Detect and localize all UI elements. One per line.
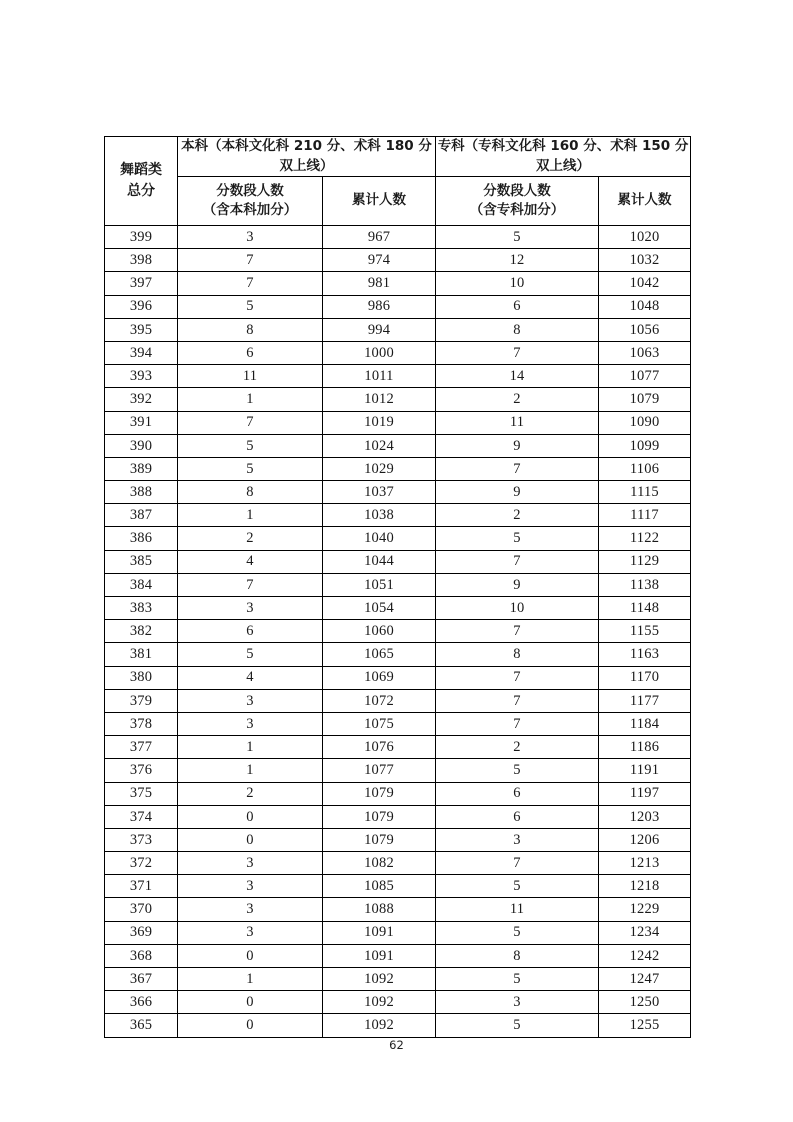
page-number: 62 xyxy=(389,1038,404,1052)
table-row xyxy=(105,921,691,944)
cell-zhuanke-segment: 10 xyxy=(436,597,599,620)
cell-zhuanke-cumulative: 1129 xyxy=(599,550,691,573)
cell-benke-segment: 1 xyxy=(178,504,323,527)
cell-score: 384 xyxy=(105,573,178,596)
table-row xyxy=(105,944,691,967)
cell-benke-segment: 0 xyxy=(178,828,323,851)
cell-score: 380 xyxy=(105,666,178,689)
header-score-line1: 舞蹈类 xyxy=(120,162,162,178)
cell-zhuanke-cumulative: 1099 xyxy=(599,434,691,457)
cell-benke-segment: 8 xyxy=(178,318,323,341)
table-row xyxy=(105,318,691,341)
cell-zhuanke-cumulative: 1218 xyxy=(599,875,691,898)
header-benke-cumulative: 累计人数 xyxy=(323,177,436,226)
cell-benke-segment: 4 xyxy=(178,550,323,573)
header-zhuanke-segment-line1: 分数段人数 xyxy=(483,182,551,199)
cell-zhuanke-cumulative: 1042 xyxy=(599,272,691,295)
cell-benke-segment: 5 xyxy=(178,643,323,666)
cell-zhuanke-cumulative: 1063 xyxy=(599,341,691,364)
cell-benke-segment: 5 xyxy=(178,295,323,318)
cell-score: 399 xyxy=(105,226,178,249)
cell-zhuanke-cumulative: 1186 xyxy=(599,736,691,759)
cell-zhuanke-segment: 8 xyxy=(436,318,599,341)
cell-zhuanke-cumulative: 1115 xyxy=(599,481,691,504)
table-row xyxy=(105,504,691,527)
cell-zhuanke-cumulative: 1255 xyxy=(599,1014,691,1037)
cell-zhuanke-cumulative: 1077 xyxy=(599,365,691,388)
cell-benke-segment: 2 xyxy=(178,782,323,805)
table-row xyxy=(105,968,691,991)
cell-score: 389 xyxy=(105,457,178,480)
cell-benke-segment: 0 xyxy=(178,1014,323,1037)
cell-benke-cumulative: 1000 xyxy=(323,341,436,364)
cell-score: 397 xyxy=(105,272,178,295)
cell-benke-cumulative: 1040 xyxy=(323,527,436,550)
cell-zhuanke-segment: 7 xyxy=(436,852,599,875)
cell-zhuanke-segment: 5 xyxy=(436,875,599,898)
header-benke-segment-line1: 分数段人数 xyxy=(216,182,284,199)
cell-benke-cumulative: 994 xyxy=(323,318,436,341)
cell-score: 394 xyxy=(105,341,178,364)
cell-benke-cumulative: 1019 xyxy=(323,411,436,434)
cell-zhuanke-segment: 9 xyxy=(436,573,599,596)
cell-benke-segment: 7 xyxy=(178,411,323,434)
cell-score: 376 xyxy=(105,759,178,782)
cell-benke-cumulative: 1069 xyxy=(323,666,436,689)
cell-zhuanke-cumulative: 1242 xyxy=(599,944,691,967)
cell-zhuanke-cumulative: 1177 xyxy=(599,689,691,712)
cell-benke-segment: 0 xyxy=(178,991,323,1014)
cell-benke-cumulative: 1037 xyxy=(323,481,436,504)
cell-benke-segment: 3 xyxy=(178,875,323,898)
cell-benke-cumulative: 1044 xyxy=(323,550,436,573)
cell-benke-segment: 3 xyxy=(178,597,323,620)
table-row xyxy=(105,597,691,620)
cell-benke-cumulative: 974 xyxy=(323,249,436,272)
cell-zhuanke-segment: 5 xyxy=(436,527,599,550)
cell-zhuanke-segment: 7 xyxy=(436,550,599,573)
table-row xyxy=(105,573,691,596)
cell-zhuanke-segment: 7 xyxy=(436,689,599,712)
table-body xyxy=(105,226,691,1038)
score-distribution-table-container xyxy=(104,136,690,1038)
cell-zhuanke-cumulative: 1048 xyxy=(599,295,691,318)
header-score-line2: 总分 xyxy=(127,183,155,199)
cell-benke-cumulative: 981 xyxy=(323,272,436,295)
cell-zhuanke-cumulative: 1163 xyxy=(599,643,691,666)
cell-zhuanke-segment: 12 xyxy=(436,249,599,272)
header-zhuanke-segment-count xyxy=(436,177,599,226)
cell-score: 373 xyxy=(105,828,178,851)
cell-zhuanke-segment: 6 xyxy=(436,805,599,828)
cell-benke-segment: 1 xyxy=(178,736,323,759)
cell-benke-cumulative: 1091 xyxy=(323,944,436,967)
table-row xyxy=(105,782,691,805)
table-row xyxy=(105,898,691,921)
cell-score: 390 xyxy=(105,434,178,457)
table-row xyxy=(105,828,691,851)
table-row xyxy=(105,712,691,735)
cell-zhuanke-cumulative: 1090 xyxy=(599,411,691,434)
table-row xyxy=(105,388,691,411)
cell-benke-segment: 7 xyxy=(178,249,323,272)
cell-zhuanke-segment: 8 xyxy=(436,944,599,967)
cell-benke-segment: 7 xyxy=(178,272,323,295)
table-row xyxy=(105,249,691,272)
cell-score: 392 xyxy=(105,388,178,411)
header-sub-row xyxy=(105,177,691,226)
cell-score: 385 xyxy=(105,550,178,573)
cell-score: 386 xyxy=(105,527,178,550)
table-row xyxy=(105,272,691,295)
cell-benke-cumulative: 1029 xyxy=(323,457,436,480)
cell-benke-cumulative: 1082 xyxy=(323,852,436,875)
cell-zhuanke-segment: 11 xyxy=(436,411,599,434)
cell-zhuanke-segment: 5 xyxy=(436,759,599,782)
cell-zhuanke-segment: 5 xyxy=(436,1014,599,1037)
cell-zhuanke-cumulative: 1213 xyxy=(599,852,691,875)
header-benke-segment-count xyxy=(178,177,323,226)
cell-zhuanke-segment: 7 xyxy=(436,341,599,364)
cell-zhuanke-segment: 2 xyxy=(436,388,599,411)
cell-zhuanke-segment: 9 xyxy=(436,434,599,457)
cell-benke-segment: 7 xyxy=(178,573,323,596)
cell-zhuanke-segment: 9 xyxy=(436,481,599,504)
cell-zhuanke-cumulative: 1056 xyxy=(599,318,691,341)
cell-zhuanke-cumulative: 1106 xyxy=(599,457,691,480)
cell-benke-cumulative: 1079 xyxy=(323,805,436,828)
cell-score: 383 xyxy=(105,597,178,620)
cell-benke-segment: 3 xyxy=(178,921,323,944)
table-row xyxy=(105,226,691,249)
cell-zhuanke-segment: 3 xyxy=(436,991,599,1014)
table-row xyxy=(105,666,691,689)
cell-score: 395 xyxy=(105,318,178,341)
cell-zhuanke-segment: 5 xyxy=(436,921,599,944)
cell-benke-segment: 5 xyxy=(178,457,323,480)
cell-zhuanke-cumulative: 1117 xyxy=(599,504,691,527)
table-row xyxy=(105,875,691,898)
cell-benke-segment: 1 xyxy=(178,759,323,782)
header-group-benke: 本科（本科文化科 210 分、术科 180 分双上线） xyxy=(178,137,436,177)
table-row xyxy=(105,991,691,1014)
cell-zhuanke-segment: 6 xyxy=(436,295,599,318)
cell-score: 368 xyxy=(105,944,178,967)
cell-zhuanke-cumulative: 1032 xyxy=(599,249,691,272)
cell-benke-cumulative: 1011 xyxy=(323,365,436,388)
cell-zhuanke-segment: 2 xyxy=(436,504,599,527)
cell-benke-segment: 4 xyxy=(178,666,323,689)
table-row xyxy=(105,805,691,828)
cell-benke-cumulative: 1076 xyxy=(323,736,436,759)
table-row xyxy=(105,481,691,504)
cell-benke-cumulative: 1085 xyxy=(323,875,436,898)
cell-zhuanke-cumulative: 1247 xyxy=(599,968,691,991)
cell-zhuanke-cumulative: 1079 xyxy=(599,388,691,411)
cell-score: 388 xyxy=(105,481,178,504)
cell-benke-segment: 5 xyxy=(178,434,323,457)
cell-zhuanke-segment: 3 xyxy=(436,828,599,851)
cell-score: 382 xyxy=(105,620,178,643)
cell-benke-cumulative: 1024 xyxy=(323,434,436,457)
cell-score: 379 xyxy=(105,689,178,712)
cell-zhuanke-segment: 7 xyxy=(436,620,599,643)
cell-benke-cumulative: 1051 xyxy=(323,573,436,596)
cell-benke-cumulative: 1075 xyxy=(323,712,436,735)
table-row xyxy=(105,736,691,759)
header-benke-segment-line2: （含本科加分） xyxy=(202,202,298,218)
cell-benke-cumulative: 1060 xyxy=(323,620,436,643)
cell-score: 375 xyxy=(105,782,178,805)
table-row xyxy=(105,434,691,457)
table-row xyxy=(105,620,691,643)
cell-benke-cumulative: 1092 xyxy=(323,968,436,991)
cell-score: 366 xyxy=(105,991,178,1014)
header-score-column xyxy=(105,137,178,226)
header-group-zhuanke: 专科（专科文化科 160 分、术科 150 分双上线） xyxy=(436,137,691,177)
cell-benke-segment: 6 xyxy=(178,620,323,643)
cell-zhuanke-cumulative: 1197 xyxy=(599,782,691,805)
cell-benke-cumulative: 1012 xyxy=(323,388,436,411)
cell-benke-cumulative: 1054 xyxy=(323,597,436,620)
table-row xyxy=(105,341,691,364)
cell-zhuanke-segment: 8 xyxy=(436,643,599,666)
cell-zhuanke-cumulative: 1206 xyxy=(599,828,691,851)
cell-zhuanke-segment: 6 xyxy=(436,782,599,805)
cell-benke-cumulative: 1079 xyxy=(323,782,436,805)
cell-zhuanke-cumulative: 1234 xyxy=(599,921,691,944)
cell-benke-cumulative: 1072 xyxy=(323,689,436,712)
cell-zhuanke-segment: 14 xyxy=(436,365,599,388)
cell-benke-cumulative: 986 xyxy=(323,295,436,318)
cell-benke-segment: 3 xyxy=(178,689,323,712)
cell-benke-segment: 11 xyxy=(178,365,323,388)
table-row xyxy=(105,365,691,388)
cell-zhuanke-segment: 5 xyxy=(436,226,599,249)
cell-benke-cumulative: 1092 xyxy=(323,991,436,1014)
cell-zhuanke-cumulative: 1122 xyxy=(599,527,691,550)
cell-score: 374 xyxy=(105,805,178,828)
cell-benke-segment: 0 xyxy=(178,805,323,828)
cell-benke-cumulative: 967 xyxy=(323,226,436,249)
table-row xyxy=(105,852,691,875)
cell-zhuanke-cumulative: 1250 xyxy=(599,991,691,1014)
cell-score: 387 xyxy=(105,504,178,527)
cell-benke-cumulative: 1077 xyxy=(323,759,436,782)
cell-zhuanke-segment: 11 xyxy=(436,898,599,921)
score-distribution-table xyxy=(104,136,691,1038)
table-row xyxy=(105,643,691,666)
table-row xyxy=(105,457,691,480)
table-row xyxy=(105,550,691,573)
table-row xyxy=(105,295,691,318)
cell-score: 365 xyxy=(105,1014,178,1037)
cell-benke-segment: 6 xyxy=(178,341,323,364)
table-row xyxy=(105,411,691,434)
cell-zhuanke-cumulative: 1155 xyxy=(599,620,691,643)
cell-zhuanke-cumulative: 1191 xyxy=(599,759,691,782)
cell-zhuanke-cumulative: 1184 xyxy=(599,712,691,735)
cell-benke-segment: 8 xyxy=(178,481,323,504)
cell-benke-segment: 0 xyxy=(178,944,323,967)
cell-score: 378 xyxy=(105,712,178,735)
cell-zhuanke-segment: 2 xyxy=(436,736,599,759)
cell-score: 369 xyxy=(105,921,178,944)
cell-benke-segment: 2 xyxy=(178,527,323,550)
cell-score: 391 xyxy=(105,411,178,434)
cell-score: 367 xyxy=(105,968,178,991)
cell-benke-segment: 1 xyxy=(178,968,323,991)
cell-zhuanke-segment: 10 xyxy=(436,272,599,295)
cell-benke-segment: 3 xyxy=(178,852,323,875)
table-row xyxy=(105,689,691,712)
table-header xyxy=(105,137,691,226)
cell-zhuanke-cumulative: 1138 xyxy=(599,573,691,596)
header-group-row xyxy=(105,137,691,177)
cell-benke-segment: 1 xyxy=(178,388,323,411)
cell-zhuanke-segment: 7 xyxy=(436,712,599,735)
cell-score: 371 xyxy=(105,875,178,898)
table-row xyxy=(105,759,691,782)
header-zhuanke-cumulative: 累计人数 xyxy=(599,177,691,226)
cell-zhuanke-cumulative: 1170 xyxy=(599,666,691,689)
cell-benke-cumulative: 1079 xyxy=(323,828,436,851)
cell-zhuanke-cumulative: 1203 xyxy=(599,805,691,828)
cell-score: 393 xyxy=(105,365,178,388)
cell-score: 398 xyxy=(105,249,178,272)
table-row xyxy=(105,1014,691,1037)
cell-zhuanke-cumulative: 1020 xyxy=(599,226,691,249)
cell-zhuanke-cumulative: 1148 xyxy=(599,597,691,620)
cell-zhuanke-segment: 5 xyxy=(436,968,599,991)
cell-score: 370 xyxy=(105,898,178,921)
cell-zhuanke-cumulative: 1229 xyxy=(599,898,691,921)
cell-zhuanke-segment: 7 xyxy=(436,666,599,689)
cell-benke-segment: 3 xyxy=(178,226,323,249)
cell-benke-cumulative: 1088 xyxy=(323,898,436,921)
cell-benke-segment: 3 xyxy=(178,712,323,735)
cell-score: 377 xyxy=(105,736,178,759)
cell-score: 396 xyxy=(105,295,178,318)
cell-score: 372 xyxy=(105,852,178,875)
cell-benke-cumulative: 1038 xyxy=(323,504,436,527)
cell-benke-segment: 3 xyxy=(178,898,323,921)
cell-benke-cumulative: 1092 xyxy=(323,1014,436,1037)
cell-zhuanke-segment: 7 xyxy=(436,457,599,480)
header-zhuanke-segment-line2: （含专科加分） xyxy=(469,202,565,218)
table-row xyxy=(105,527,691,550)
cell-benke-cumulative: 1091 xyxy=(323,921,436,944)
cell-benke-cumulative: 1065 xyxy=(323,643,436,666)
cell-score: 381 xyxy=(105,643,178,666)
